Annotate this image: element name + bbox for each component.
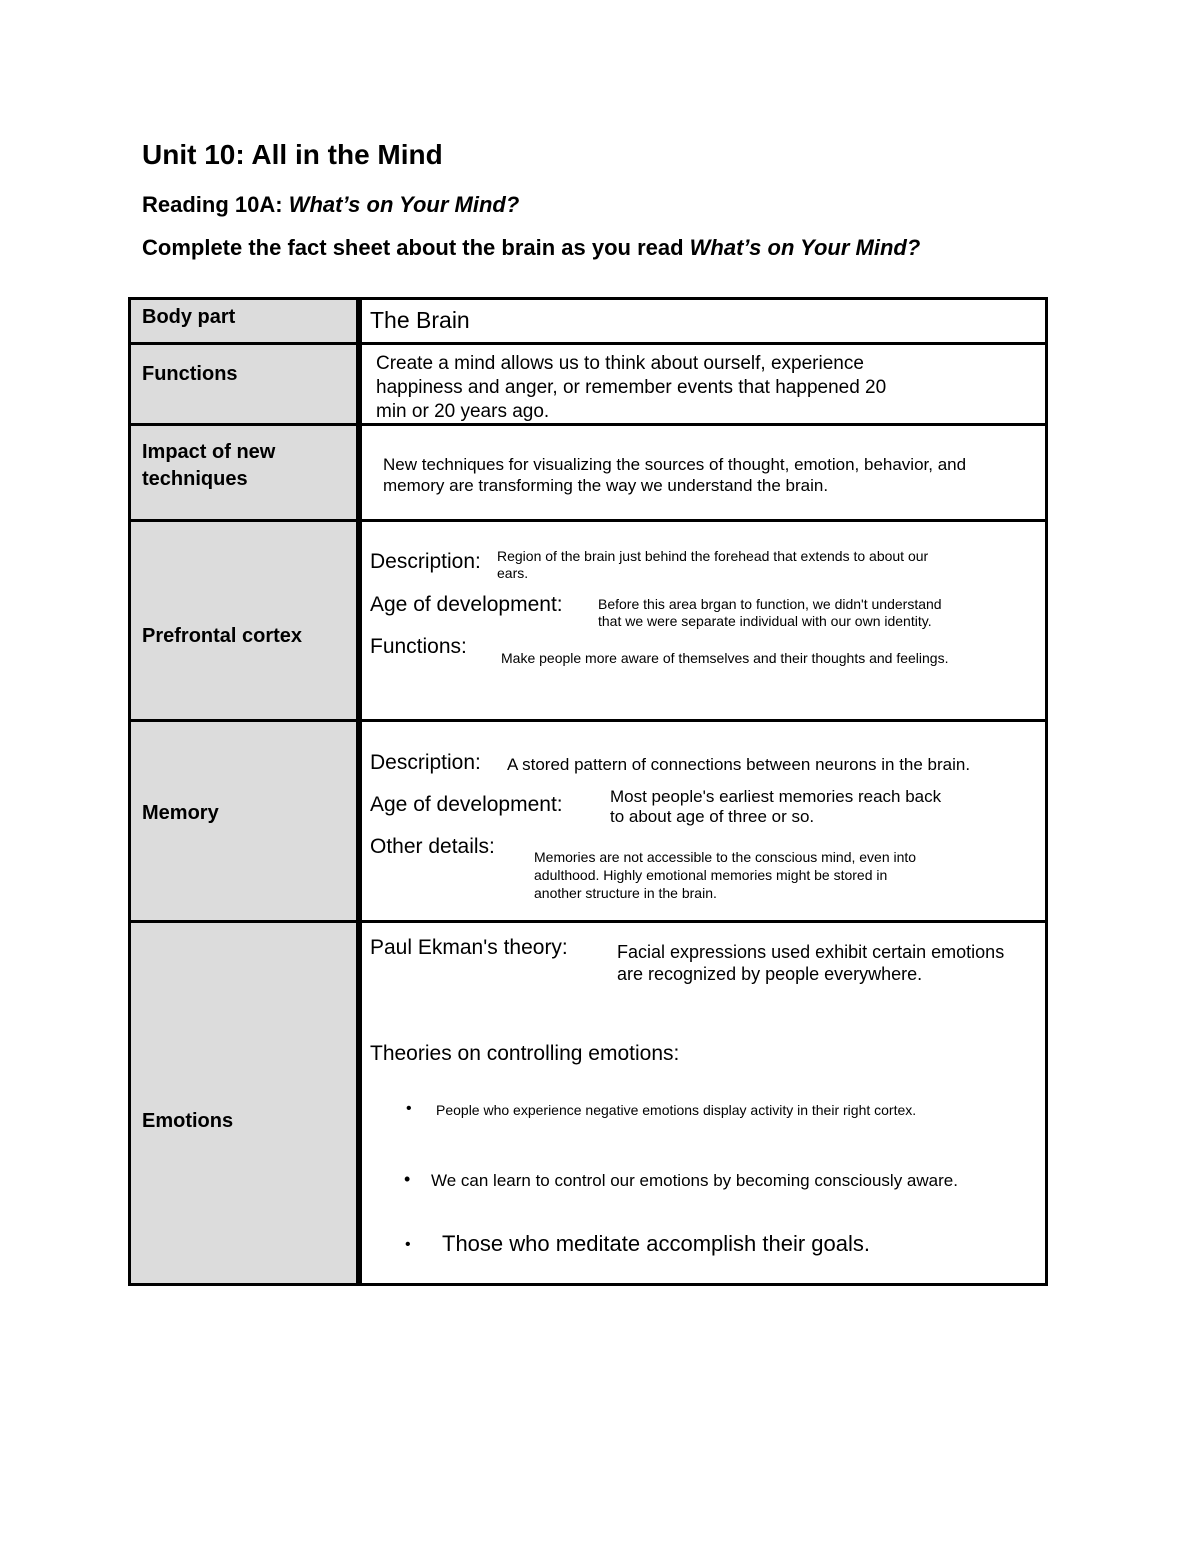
fact-sheet-table <box>128 297 1048 1286</box>
memory-age-answer <box>610 787 941 827</box>
body-part-label: Body part <box>142 306 236 328</box>
table-border <box>128 297 131 1286</box>
functions-answer <box>376 352 886 424</box>
prefrontal-functions-label: Functions: <box>370 635 467 658</box>
impact-label-cell <box>131 426 356 519</box>
memory-label: Memory <box>142 802 219 824</box>
table-border <box>128 719 1048 722</box>
memory-details-line: another structure in the brain. <box>534 885 717 901</box>
impact-line: New techniques for visualizing the sources of thought, emotion, behavior, and <box>383 455 967 474</box>
ekman-theory-label: Paul Ekman's theory: <box>370 936 568 959</box>
instruction-prefix: Complete the fact sheet about the brain as you read <box>142 235 690 260</box>
impact-line: memory are transforming the way we understand the brain. <box>383 476 829 495</box>
prefrontal-description-line: Region of the brain just behind the forehead that extends to about our <box>497 548 929 564</box>
memory-age-label: Age of development: <box>370 793 563 816</box>
prefrontal-age-line: Before this area brgan to function, we didn't understand <box>598 596 942 612</box>
table-border <box>128 920 1048 923</box>
prefrontal-label: Prefrontal cortex <box>142 625 303 647</box>
emotion-theory-item: We can learn to control our emotions by becoming consciously aware. <box>431 1171 958 1190</box>
prefrontal-description-line: ears. <box>497 565 529 581</box>
impact-answer <box>383 454 966 496</box>
emotion-theory-item: People who experience negative emotions display activity in their right cortex. <box>436 1102 917 1118</box>
memory-details-line: adulthood. Highly emotional memories might be stored in <box>534 867 888 883</box>
bullet-marker: • <box>406 1100 412 1117</box>
controlling-emotions-label: Theories on controlling emotions: <box>370 1042 680 1065</box>
table-border <box>128 1283 1048 1286</box>
functions-line: min or 20 years ago. <box>376 401 550 422</box>
instruction <box>142 235 920 261</box>
emotions-label: Emotions <box>142 1110 234 1132</box>
reading-title: What’s on Your Mind? <box>288 192 520 217</box>
table-border <box>128 519 1048 522</box>
bullet-marker: • <box>405 1236 411 1253</box>
ekman-theory-line: Facial expressions used exhibit certain emotions <box>617 942 1005 962</box>
table-border <box>128 297 1048 300</box>
ekman-theory-answer <box>617 941 1004 985</box>
ekman-theory-line: are recognized by people everywhere. <box>617 964 923 984</box>
prefrontal-description-answer <box>497 548 928 582</box>
table-border <box>128 342 1048 345</box>
prefrontal-functions-answer: Make people more aware of themselves and their thoughts and feelings. <box>501 650 949 666</box>
prefrontal-label-cell <box>131 522 356 719</box>
memory-description-label: Description: <box>370 751 481 774</box>
reading-heading <box>142 192 519 218</box>
functions-label-cell <box>131 345 356 423</box>
bullet-marker: • <box>404 1169 411 1189</box>
memory-age-line: to about age of three or so. <box>610 807 815 826</box>
prefrontal-description-label: Description: <box>370 550 481 573</box>
emotions-label-cell <box>131 923 356 1283</box>
memory-description-answer: A stored pattern of connections between neurons in the brain. <box>507 755 971 774</box>
emotion-theory-item: Those who meditate accomplish their goals. <box>442 1231 870 1256</box>
memory-details-answer <box>534 848 916 902</box>
memory-details-line: Memories are not accessible to the conscious mind, even into <box>534 849 917 865</box>
table-border <box>359 297 362 1286</box>
functions-line: Create a mind allows us to think about ourself, experience <box>376 353 864 374</box>
table-border <box>1045 297 1048 1286</box>
functions-line: happiness and anger, or remember events that happened 20 <box>376 377 887 398</box>
reading-prefix: Reading 10A: <box>142 192 289 217</box>
memory-details-label: Other details: <box>370 835 495 858</box>
prefrontal-age-answer <box>598 596 942 630</box>
memory-age-line: Most people's earliest memories reach back <box>610 787 942 806</box>
impact-label-line2: techniques <box>142 468 248 490</box>
memory-label-cell <box>131 722 356 920</box>
prefrontal-age-line: that we were separate individual with our own identity. <box>598 613 932 629</box>
body-part-label-cell <box>131 300 356 342</box>
instruction-title: What’s on Your Mind? <box>689 235 921 260</box>
impact-label-line1: Impact of new <box>142 441 276 463</box>
functions-label: Functions <box>142 363 238 385</box>
unit-title: Unit 10: All in the Mind <box>142 139 443 170</box>
prefrontal-age-label: Age of development: <box>370 593 563 616</box>
body-part-value: The Brain <box>370 307 470 333</box>
